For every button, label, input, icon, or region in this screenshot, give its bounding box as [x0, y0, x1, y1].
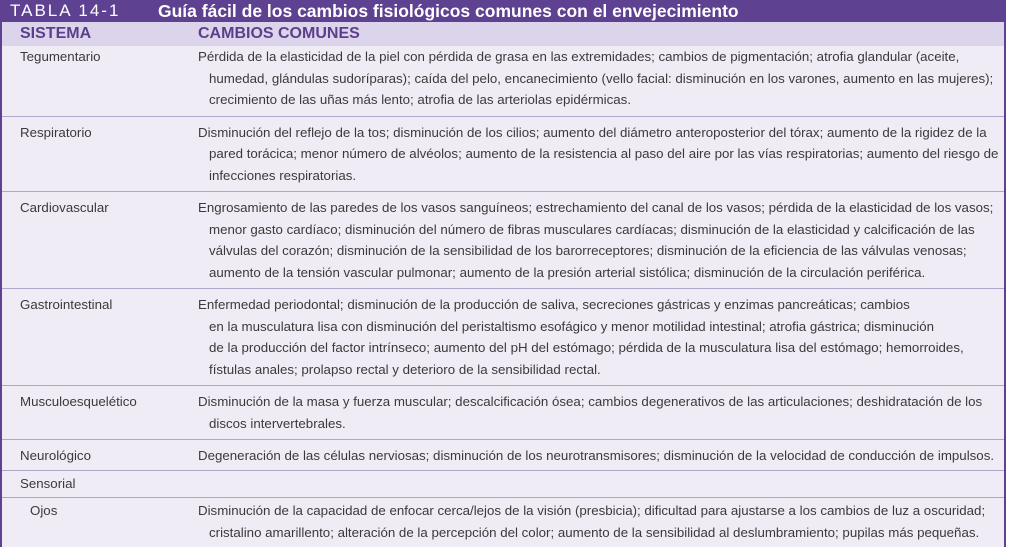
table-row-neurologico [2, 440, 1004, 471]
system-name: Respiratorio [20, 124, 92, 140]
changes-line: Disminución de la capacidad de enfocar cerca/lejos de la visión (presbicia); dificultad para ajustarse a los cambios de luz a oscuridad; [198, 503, 986, 518]
changes-cell [198, 500, 1004, 543]
table-row-sensorial [2, 471, 1004, 499]
changes-cell [198, 46, 1004, 111]
changes-line: pared torácica; menor número de alvéolos; aumento de la resistencia al paso del aire por las vías respiratorias; aumento del riesgo de [209, 146, 999, 161]
changes-line: humedad, glándulas sudoríparas); caída del pelo, encanecimiento (vello facial: disminución en los varones, aumento en las mujeres); [209, 70, 994, 86]
table-row-tegumentario [2, 46, 1004, 117]
changes-line: en la musculatura lisa con disminución del peristaltismo esofágico y menor motilidad intestinal; atrofia gástrica; disminución [209, 318, 935, 334]
table-title: Guía fácil de los cambios fisiológicos comunes con el envejecimiento [158, 1, 739, 21]
column-header-row [2, 22, 1004, 46]
changes-line: menor gasto cardíaco; disminución del número de fibras musculares cardíacas; disminución de la elasticidad y calcificación de las [209, 221, 975, 237]
changes-line: Enfermedad periodontal; disminución de la producción de saliva, secreciones gástricas y enzimas pancreáticas; cambios [198, 297, 910, 312]
changes-line: Disminución de la masa y fuerza muscular; descalcificación ósea; cambios degenerativos de las articulaciones; deshidratación de los [198, 394, 983, 409]
table-row-respiratorio [2, 117, 1004, 193]
system-name: Tegumentario [20, 49, 101, 64]
column-header-system: SISTEMA [20, 25, 92, 42]
subsystem-name: Ojos [30, 503, 58, 518]
changes-line: Pérdida de la elasticidad de la piel con pérdida de grasa en las extremidades; cambios de pigmentación; atrofia glandular (aceite, [198, 49, 960, 64]
changes-cell [198, 391, 1004, 434]
changes-line: Engrosamiento de las paredes de los vasos sanguíneos; estrechamiento del canal de los vasos; pérdida de la elasticidad de los vasos; [198, 200, 994, 215]
table-number: TABLA 14-1 [10, 1, 121, 20]
system-name: Neurológico [20, 448, 91, 463]
table-row-ojos [2, 498, 1004, 547]
changes-line: aumento de la tensión vascular pulmonar; aumento de la presión arterial sistólica; disminución de la circulación periférica. [209, 264, 926, 280]
changes-cell [198, 445, 1004, 467]
column-header-changes: CAMBIOS COMUNES [198, 25, 360, 42]
system-name: Gastrointestinal [20, 297, 113, 312]
changes-line: Disminución del reflejo de la tos; disminución de los cilios; aumento del diámetro anteroposterior del tórax; aumento de la rigidez de la [198, 124, 987, 140]
table-body [2, 46, 1004, 547]
changes-line: Degeneración de las células nerviosas; disminución de los neurotransmisores; disminución de la velocidad de conducción de impulsos. [198, 448, 995, 463]
table-row-musculoesqueletico [2, 386, 1004, 440]
changes-cell [198, 122, 1004, 187]
changes-line: de la producción del factor intrínseco; aumento del pH del estómago; pérdida de la musculatura lisa del estómago; hemorroides, [209, 340, 964, 355]
system-name: Cardiovascular [20, 200, 109, 215]
changes-line: infecciones respiratorias. [209, 167, 357, 183]
table-row-gastrointestinal [2, 289, 1004, 386]
system-name: Musculoesquelético [20, 394, 137, 409]
changes-line: crecimiento de las uñas más lento; atrofia de las arteriolas epidérmicas. [209, 92, 632, 107]
system-name: Sensorial [20, 475, 76, 491]
table-row-cardiovascular [2, 192, 1004, 289]
changes-cell [198, 473, 1004, 495]
changes-cell [198, 294, 1004, 380]
table-title-bar [2, 0, 1004, 22]
changes-line: cristalino amarillento; alteración de la percepción del color; aumento de la sensibilidad al deslumbramiento; pupilas más pequeñas. [209, 524, 980, 540]
changes-line: válvulas del corazón; disminución de la sensibilidad de los barorreceptores; disminución de la eficiencia de las válvulas venosas; [209, 243, 967, 258]
changes-line: discos intervertebrales. [209, 415, 346, 431]
changes-line: fístulas anales; prolapso rectal y deterioro de la sensibilidad rectal. [209, 361, 601, 377]
changes-cell [198, 197, 1004, 283]
